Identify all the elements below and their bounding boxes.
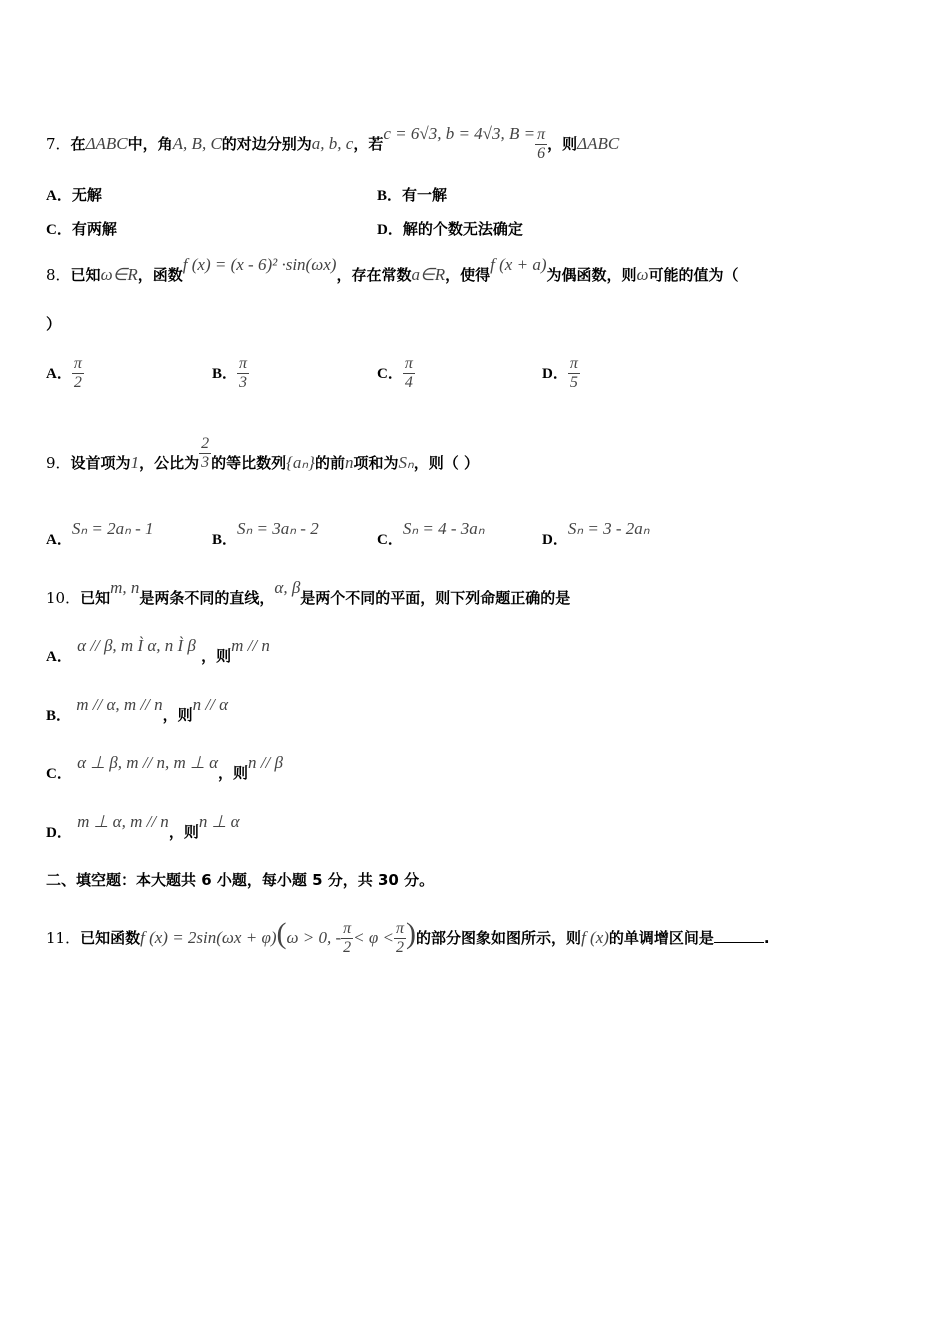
q8-option-b (212, 355, 249, 392)
option-label: C． (377, 532, 403, 548)
text: ，则 (547, 135, 578, 153)
math: A, B, C (172, 134, 222, 153)
option-label: B． (212, 366, 238, 382)
text: 的部分图象如图所示，则 (416, 929, 582, 947)
question-7 (46, 126, 619, 163)
numerator: π (404, 355, 413, 372)
math: < φ < (353, 928, 395, 947)
answer-blank[interactable] (714, 942, 764, 943)
text: 可能的值为（ (648, 266, 739, 284)
q9-option-b (212, 519, 319, 550)
math: n (344, 453, 354, 472)
text: 的等比数列 (211, 454, 287, 472)
math: m // α, m // n (76, 695, 163, 714)
math: n // α (192, 695, 229, 714)
math: c = 6√3, b = 4√3, B = (383, 124, 536, 143)
q7-option-b (377, 185, 447, 206)
text: 项和为 (353, 454, 399, 472)
question-number: 9． (46, 454, 71, 472)
option-label: A． (46, 532, 72, 548)
q8-option-c (377, 355, 415, 392)
fraction (237, 355, 249, 392)
text: ，函数 (137, 266, 183, 284)
text: ，则（ ） (413, 454, 480, 472)
q7-option-c (46, 219, 117, 240)
math: ω∈R (100, 265, 138, 284)
numerator: π (73, 355, 82, 372)
option-text: 有一解 (402, 186, 448, 204)
text: ，使得 (445, 266, 491, 284)
question-11: 11．已知函数f (x) = 2sin(ωx + φ)(ω > 0, - $\frac{\pi}{2}$ < φ < $\frac{\pi}{2}$ )的部分图象如图所示，则f (x)的单调增区间是 . (46, 917, 770, 956)
math: a, b, c (311, 134, 354, 153)
q7-option-a (46, 185, 102, 206)
text: ，则 (201, 647, 232, 665)
math: ω > 0, - (286, 928, 342, 947)
math: α, β (274, 578, 301, 597)
text: 是两个不同的平面，则下列命题正确的是 (300, 589, 571, 607)
fraction (394, 920, 406, 957)
math: a∈R (411, 265, 446, 284)
fraction (535, 126, 547, 163)
option-label: A． (46, 649, 72, 665)
math: Sₙ = 4 - 3aₙ (402, 519, 485, 538)
text: 已知函数 (80, 929, 141, 947)
numerator: π (343, 920, 352, 937)
option-label: A． (46, 366, 72, 382)
text: 设首项为 (70, 454, 131, 472)
option-text: 有两解 (71, 220, 117, 238)
question-9 (46, 435, 480, 482)
question-10 (46, 578, 571, 608)
text: ，则 (218, 764, 249, 782)
option-label: D． (46, 825, 72, 841)
numerator: π (537, 126, 546, 143)
math: Sₙ (398, 453, 414, 472)
option-label: D． (377, 222, 403, 238)
denominator: 2 (73, 374, 82, 391)
q9-option-a (46, 519, 154, 550)
math: f (x) = 2sin(ωx + φ) (140, 928, 277, 947)
option-label: B． (46, 708, 72, 724)
option-label: B． (212, 532, 238, 548)
math: Sₙ = 2aₙ - 1 (71, 519, 154, 538)
fraction (568, 355, 580, 392)
text: 的单调增区间是 (608, 929, 714, 947)
denominator: 2 (396, 939, 405, 956)
math: ΔABC (577, 134, 620, 153)
denominator: 6 (537, 145, 546, 162)
numerator: π (396, 920, 405, 937)
text: 已知 (80, 589, 111, 607)
math: f (x) = (x - 6)² ·sin(ωx) (182, 255, 337, 274)
question-8 (46, 255, 739, 285)
math: ΔABC (85, 134, 128, 153)
numerator: π (239, 355, 248, 372)
q7-option-d (377, 219, 523, 240)
close-paren: ） (46, 315, 62, 333)
text: 为偶函数，则 (546, 266, 637, 284)
option-label: A． (46, 188, 72, 204)
math: Sₙ = 3 - 2aₙ (567, 519, 650, 538)
math: m ⊥ α, m // n (77, 812, 169, 831)
text: 的前 (314, 454, 345, 472)
text: 在 (70, 135, 86, 153)
option-label: B． (377, 188, 403, 204)
text: 中，角 (127, 135, 173, 153)
question-number: 7． (46, 135, 71, 153)
fraction (403, 355, 415, 392)
math: ω (636, 265, 649, 284)
q9-option-c (377, 519, 485, 550)
q10-option-c (46, 753, 283, 784)
denominator: 3 (201, 454, 210, 471)
math: 1 (130, 453, 140, 472)
math: n // β (248, 753, 283, 772)
math: m, n (110, 578, 140, 597)
question-number: 11． (46, 929, 81, 947)
text: ，公比为 (139, 454, 200, 472)
text: 是两条不同的直线， (139, 589, 275, 607)
math: m // n (231, 636, 270, 655)
math: {aₙ} (286, 453, 315, 472)
numerator: π (569, 355, 578, 372)
fraction (341, 920, 353, 957)
option-label: C． (46, 222, 72, 238)
math: α // β, m Ì α, n Ì β (77, 636, 196, 655)
math: α ⊥ β, m // n, m ⊥ α (77, 753, 219, 772)
question-number: 10． (46, 589, 81, 607)
text: ，存在常数 (336, 266, 412, 284)
text: ，若 (353, 135, 384, 153)
math: f (x + a) (490, 255, 547, 274)
fraction (72, 355, 84, 392)
fraction (199, 435, 211, 472)
math: Sₙ = 3aₙ - 2 (237, 519, 319, 538)
math: n ⊥ α (198, 812, 240, 831)
option-label: C． (46, 766, 72, 782)
denominator: 4 (404, 374, 413, 391)
option-text: 解的个数无法确定 (402, 220, 523, 238)
q10-option-b (46, 695, 229, 726)
q9-option-d (542, 519, 650, 550)
denominator: 5 (569, 374, 578, 391)
q10-option-d (46, 812, 240, 843)
numerator: 2 (201, 435, 210, 452)
option-label: D． (542, 366, 568, 382)
text: ，则 (162, 706, 193, 724)
text: 的对边分别为 (221, 135, 312, 153)
option-label: C． (377, 366, 403, 382)
q10-option-a (46, 636, 270, 667)
option-label: D． (542, 532, 568, 548)
denominator: 3 (239, 374, 248, 391)
text: 已知 (70, 266, 101, 284)
option-text: 无解 (71, 186, 102, 204)
q8-option-a (46, 355, 84, 392)
section-heading: 二、填空题：本大题共 6 小题，每小题 5 分，共 30 分。 (46, 871, 435, 889)
question-number: 8． (46, 266, 71, 284)
q8-option-d (542, 355, 580, 392)
text: ，则 (168, 823, 199, 841)
text: . (763, 929, 770, 947)
math: f (x) (581, 928, 609, 947)
denominator: 2 (343, 939, 352, 956)
